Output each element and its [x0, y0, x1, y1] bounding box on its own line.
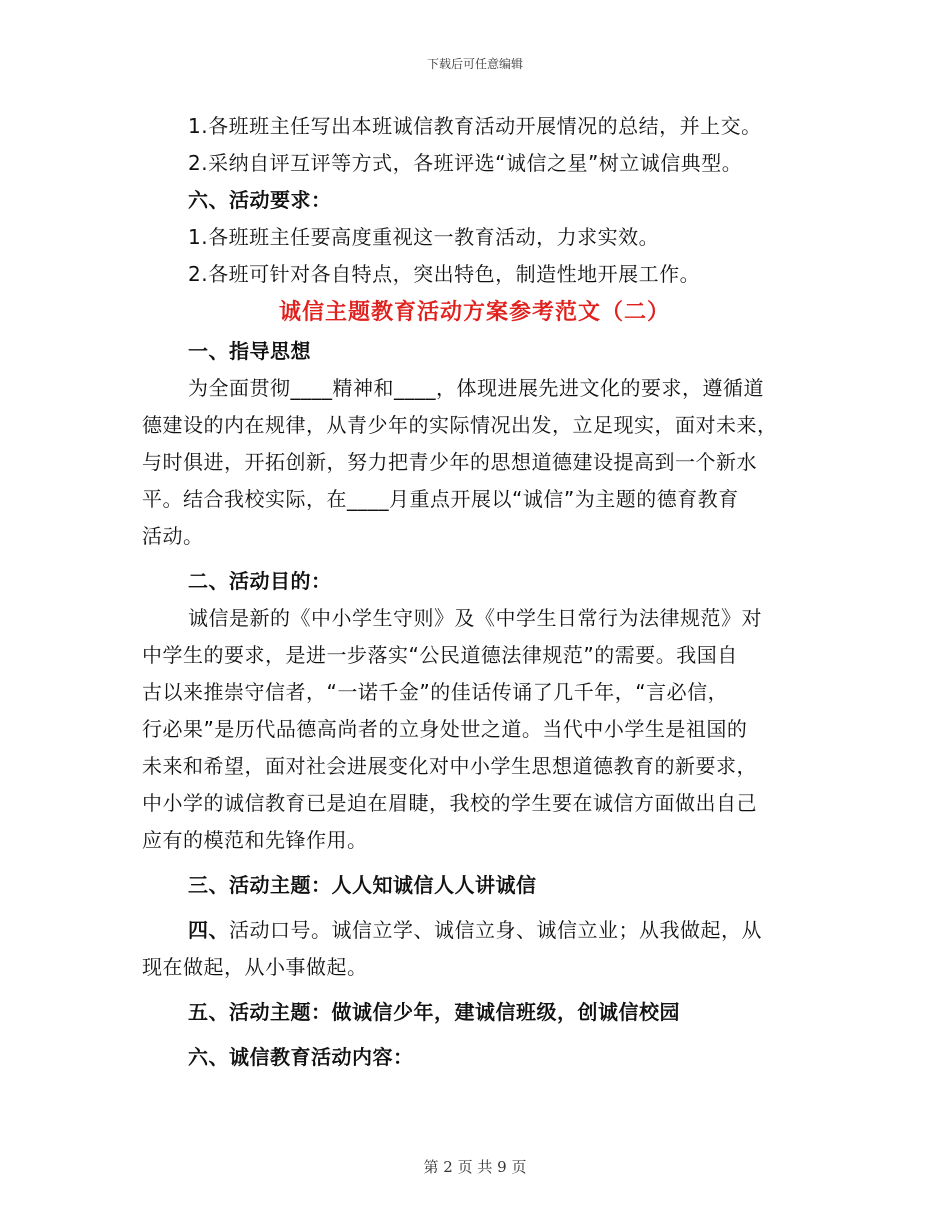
section-heading-guiding: 一、指导思想	[188, 339, 311, 363]
paragraph-line: 中小学的诚信教育已是迫在眉睫，我校的学生要在诚信方面做出自己	[142, 791, 757, 815]
document-body	[142, 108, 807, 1076]
slogan-lead: 四、	[188, 918, 229, 942]
paragraph-line: 平。结合我校实际，在____月重点开展以“诚信”为主题的德育教育	[142, 487, 739, 511]
list-item: 2.各班可针对各自特点，突出特色，制造性地开展工作。	[188, 262, 701, 286]
page-footer: 第 2 页 共 9 页	[423, 1158, 527, 1176]
paragraph-line: 中学生的要求，是进一步落实“公民道德法律规范”的需要。我国自	[142, 643, 738, 667]
paragraph-line: 活动。	[142, 524, 204, 548]
section-heading-purpose: 二、活动目的：	[188, 569, 332, 593]
paragraph-line: 应有的模范和先锋作用。	[142, 828, 368, 852]
paragraph-line: 德建设的内在规律，从青少年的实际情况出发，立足现实，面对未来，	[142, 413, 778, 437]
paragraph-line: 现在做起，从小事做起。	[142, 955, 368, 979]
paragraph-line: 为全面贯彻____精神和____，体现进展先进文化的要求，遵循道	[188, 376, 764, 400]
list-item: 1.各班班主任要高度重视这一教育活动，力求实效。	[188, 225, 660, 249]
section-heading-theme2: 五、活动主题：做诚信少年，建诚信班级，创诚信校园	[188, 1000, 680, 1024]
paragraph-line: 未来和希望，面对社会进展变化对中小学生思想道德教育的新要求，	[142, 754, 757, 778]
list-item: 2.采纳自评互评等方式，各班评选“诚信之星”树立诚信典型。	[188, 151, 743, 175]
paragraph-line: 古以来推崇守信者，“一诺千金”的佳话传诵了几千年，“言必信，	[142, 680, 729, 704]
list-item: 1.各班班主任写出本班诚信教育活动开展情况的总结，并上交。	[188, 114, 762, 138]
paragraph-line: 行必果”是历代品德高尚者的立身处世之道。当代中小学生是祖国的	[142, 717, 748, 741]
document-title: 诚信主题教育活动方案参考范文（二）	[278, 300, 670, 325]
paragraph-line: 诚信是新的《中小学生守则》及《中学生日常行为法律规范》对	[188, 606, 762, 630]
header-note: 下载后可任意编辑	[426, 57, 523, 71]
slogan-paragraph	[142, 912, 807, 949]
section-heading-theme: 三、活动主题：人人知诚信人人讲诚信	[188, 873, 537, 897]
paragraph-line: 活动口号。诚信立学、诚信立身、诚信立业；从我做起，从	[229, 918, 762, 942]
section-heading-requirements: 六、活动要求：	[188, 188, 332, 212]
paragraph-line: 与时俱进，开拓创新，努力把青少年的思想道德建设提高到一个新水	[142, 450, 757, 474]
section-heading-content: 六、诚信教育活动内容：	[188, 1045, 414, 1069]
